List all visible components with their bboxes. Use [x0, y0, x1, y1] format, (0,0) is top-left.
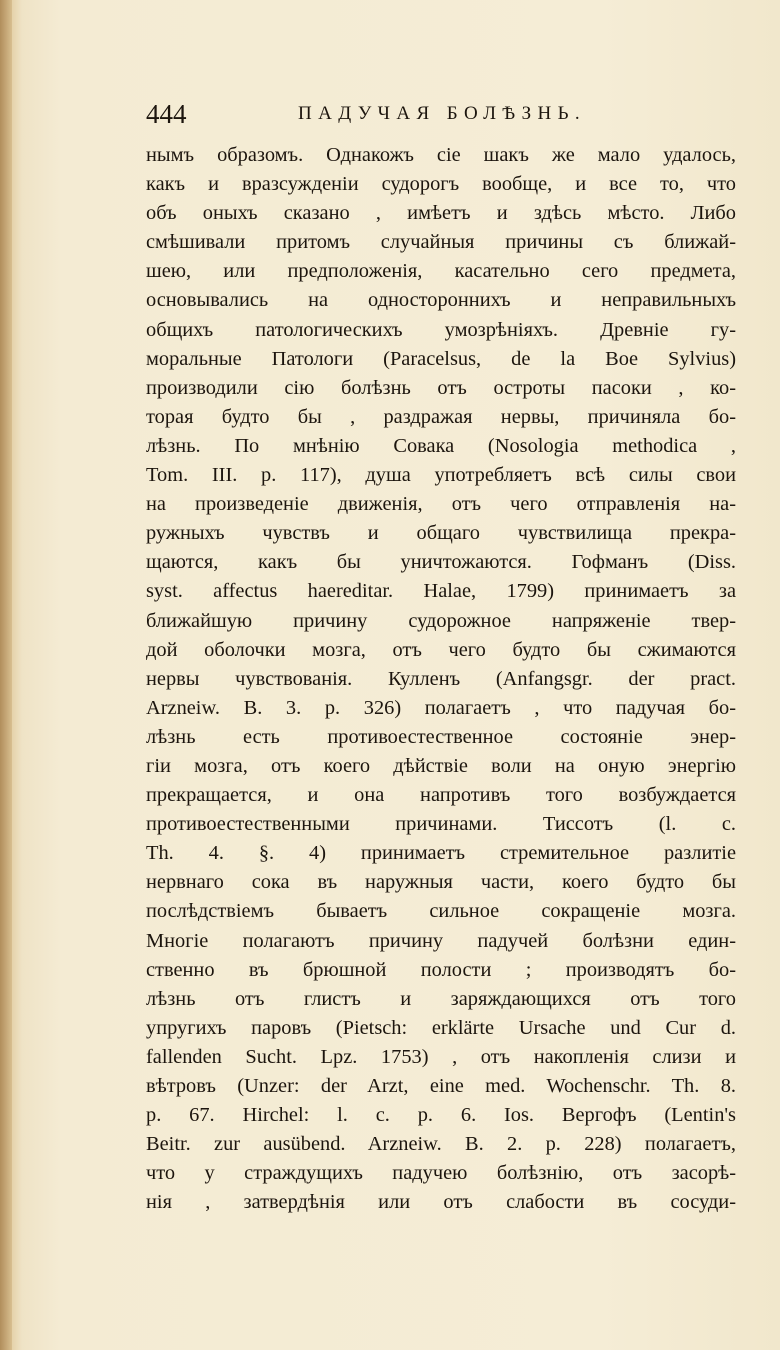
body-text [146, 141, 736, 1217]
text-line: моральные Патологи (Paracelsus, de la Boe Sylvius) [146, 347, 736, 370]
text-line: Th. 4. §. 4) принимаетъ стремительное разлитіе [146, 842, 736, 865]
page-binding-edge [0, 0, 12, 1350]
text-line: fallenden Sucht. Lpz. 1753) , отъ накопленія слизи и [146, 1045, 736, 1068]
text-line: противоестественными причинами. Тиссотъ (l. c. [146, 813, 736, 836]
text-line: ственно въ брюшной полости ; производятъ бо- [146, 958, 736, 981]
text-line: прекращается, и она напротивъ того возбуждается [146, 784, 736, 807]
text-line: ближайшую причину судорожное напряженіе твер- [146, 609, 736, 632]
page-number: 444 [146, 99, 187, 129]
running-title: ПАДУЧАЯ БОЛѢЗНЬ. [298, 103, 587, 124]
text-line: Beitr. zur ausübend. Arzneiw. B. 2. p. 228) полагаетъ, [146, 1133, 736, 1156]
text-line: Многіе полагаютъ причину падучей болѣзни един- [146, 929, 736, 952]
text-line: нымъ образомъ. Однакожъ сіе шакъ же мало удалось, [146, 144, 736, 166]
text-line: нервнаго сока въ наружныя части, коего будто бы [146, 871, 736, 894]
text-line: p. 67. Hirchel: l. c. p. 6. Ios. Вергофъ (Lentin's [146, 1104, 736, 1127]
text-line: syst. affectus haereditar. Halae, 1799) принимаетъ за [146, 580, 736, 603]
text-line: ружныхъ чувствъ и общаго чувствилища прекра- [146, 522, 736, 545]
text-line: нія , затвердѣнія или отъ слабости въ сосуди- [146, 1191, 736, 1214]
text-line: объ оныхъ сказано , имѣетъ и здѣсь мѣсто. Либо [146, 202, 736, 225]
text-line: Arzneiw. B. 3. p. 326) полагаетъ , что падучая бо- [146, 696, 736, 719]
text-line: Tom. III. p. 117), душа употребляетъ всѣ силы свои [146, 464, 736, 487]
text-line: общихъ патологическихъ умозрѣніяхъ. Древніе гу- [146, 318, 736, 341]
text-line: лѣзнь. По мнѣнію Совака (Nosologia methodica , [146, 434, 736, 457]
text-line: упругихъ паровъ (Pietsch: erklärte Ursache und Cur d. [146, 1016, 736, 1039]
text-line: смѣшивали притомъ случайныя причины съ ближай- [146, 231, 736, 254]
page-header [146, 96, 736, 132]
text-line: лѣзнь есть противоестественное состояніе энер- [146, 725, 736, 748]
text-line: какъ и вразсужденіи судорогъ вообще, и все то, что [146, 173, 736, 196]
text-line: торая будто бы , раздражая нервы, причиняла бо- [146, 405, 736, 428]
text-line: вѣтровъ (Unzer: der Arzt, eine med. Wochenschr. Th. 8. [146, 1075, 736, 1097]
text-line: щаются, какъ бы уничтожаются. Гофманъ (Diss. [146, 551, 736, 574]
text-line: лѣзнь отъ глистъ и заряждающихся отъ того [146, 987, 736, 1010]
text-line: шею, или предположенія, касательно сего предмета, [146, 260, 736, 283]
text-line: на произведеніе движенія, отъ чего отправленія на- [146, 493, 736, 516]
text-line: производили сію болѣзнь отъ остроты пасоки , ко- [146, 376, 736, 399]
text-line: дой оболочки мозга, отъ чего будто бы сжимаются [146, 638, 736, 661]
text-line: гіи мозга, отъ коего дѣйствіе воли на оную энергію [146, 754, 736, 777]
text-line: основывались на одностороннихъ и неправильныхъ [146, 289, 736, 312]
text-line: нервы чувствованія. Кулленъ (Anfangsgr. der pract. [146, 667, 736, 690]
text-line: что у страждущихъ падучею болѣзнію, отъ засорѣ- [146, 1162, 736, 1185]
text-line: послѣдствіемъ бываетъ сильное сокращеніе мозга. [146, 900, 736, 923]
